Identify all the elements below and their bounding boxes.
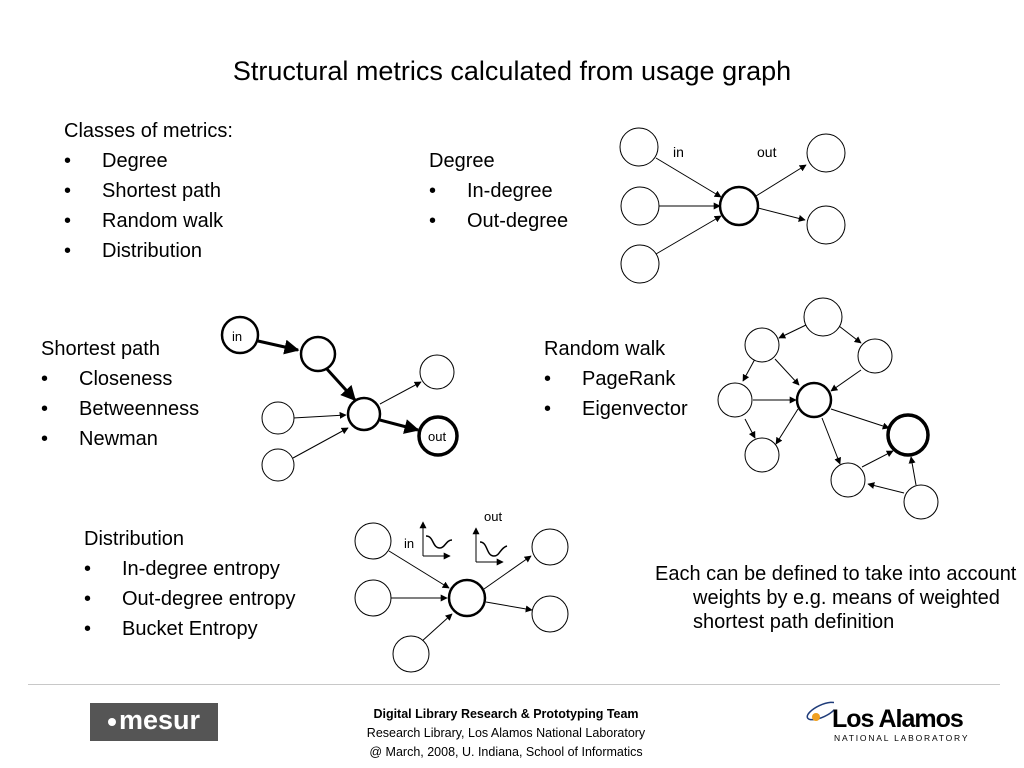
- lanl-subtitle: NATIONAL LABORATORY: [834, 733, 970, 743]
- footer-line-2: Research Library, Los Alamos National Laboratory: [366, 726, 646, 740]
- footer-team: Digital Library Research & Prototyping Team: [373, 707, 639, 721]
- list-item: • In-degree: [429, 176, 568, 206]
- classes-heading: Classes of metrics:: [64, 120, 233, 142]
- list-item: • Random walk: [64, 206, 233, 236]
- out-label: out: [757, 144, 777, 160]
- footer-divider: [28, 684, 1000, 685]
- out-label: out: [428, 429, 447, 444]
- list-item: • Shortest path: [64, 176, 233, 206]
- degree-heading: Degree: [429, 150, 495, 172]
- lanl-name: Los Alamos: [832, 705, 963, 733]
- footer-credits: [300, 705, 712, 762]
- list-item: • Closeness: [41, 364, 199, 394]
- in-label: in: [673, 144, 684, 160]
- dot-icon: [108, 718, 116, 726]
- list-item: • Eigenvector: [544, 394, 688, 424]
- list-item: • Degree: [64, 146, 233, 176]
- in-label: in: [404, 536, 415, 551]
- list-item: • Newman: [41, 424, 199, 454]
- list-item: • Distribution: [64, 236, 233, 266]
- list-item: • Betweenness: [41, 394, 199, 424]
- out-label: out: [484, 509, 503, 524]
- atom-icon: [804, 697, 834, 735]
- in-label: in: [232, 329, 243, 344]
- slide-title: Structural metrics calculated from usage graph: [232, 56, 792, 86]
- weights-note: Each can be defined to take into account weights by e.g. means of weighted shortest path definition: [655, 563, 1017, 633]
- footer-line-3: @ March, 2008, U. Indiana, School of Informatics: [369, 745, 643, 759]
- list-item: • In-degree entropy: [84, 554, 295, 584]
- list-item: • Bucket Entropy: [84, 614, 295, 644]
- shortest-path-heading: Shortest path: [41, 338, 160, 360]
- mesur-logo: mesur: [90, 703, 218, 741]
- list-item: • Out-degree entropy: [84, 584, 295, 614]
- list-item: • PageRank: [544, 364, 688, 394]
- random-walk-heading: Random walk: [544, 338, 666, 360]
- distribution-heading: Distribution: [84, 528, 185, 550]
- list-item: • Out-degree: [429, 206, 568, 236]
